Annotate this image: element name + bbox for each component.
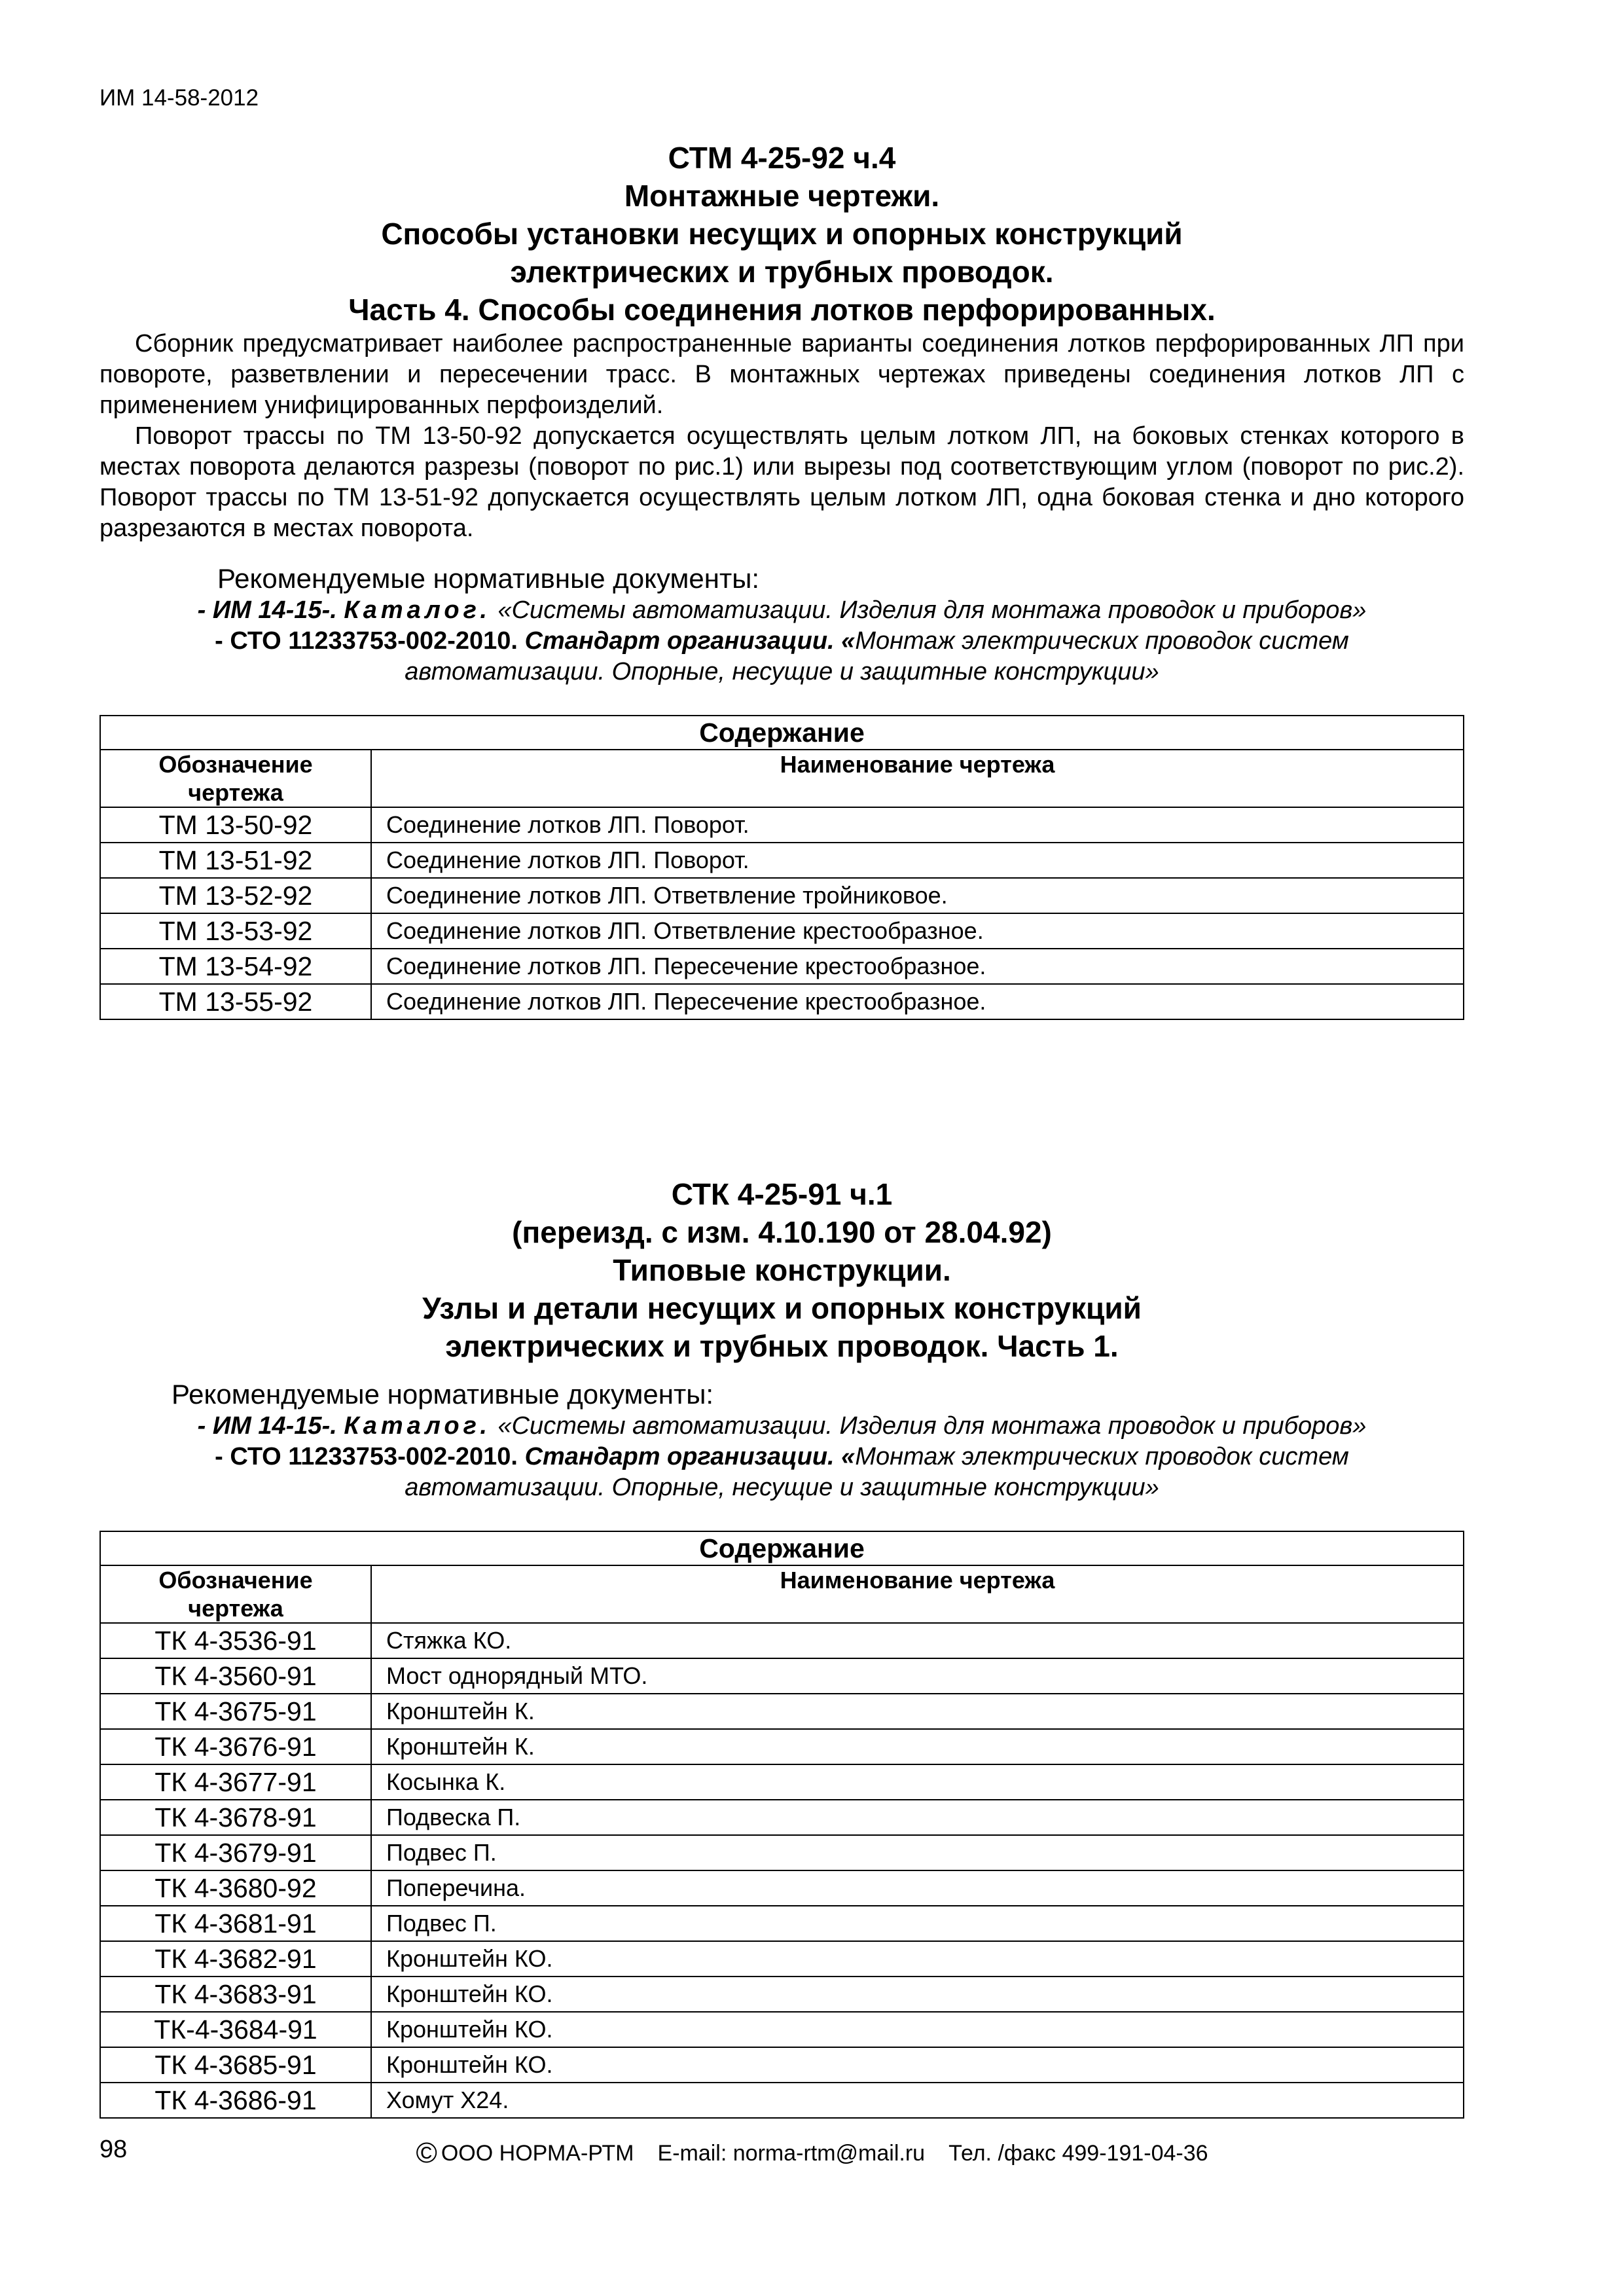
drawing-code-cell: ТК 4-3560-91 [100, 1658, 371, 1694]
drawing-code-cell: ТМ 13-53-92 [100, 913, 371, 949]
table-row [100, 1800, 1464, 1835]
body-paragraph: Поворот трассы по ТМ 13-50-92 допускается осуществлять целым лотком ЛП, на боковых стенках которого в местах поворота делаются разрезы (поворот по рис.1) или вырезы под соответствующим углом (поворот по рис.2). Поворот трассы по ТМ 13-51-92 допускается осуществлять целым лотком ЛП, одна боковая стенка и дно которого разрезаются в местах поворота. [99, 422, 1464, 542]
copyright-symbol: © [416, 2137, 437, 2169]
section-title-line: Часть 4. Способы соединения лотков перфорированных. [348, 293, 1216, 327]
section-title-line: Монтажные чертежи. [624, 179, 940, 213]
table-row [100, 1658, 1464, 1694]
drawing-code-cell: ТК 4-3680-92 [100, 1870, 371, 1906]
section-title-line: Узлы и детали несущих и опорных конструкций [422, 1291, 1142, 1325]
table-row [100, 984, 1464, 1019]
document-code: ИМ 14-58-2012 [99, 85, 259, 111]
table-row [100, 1694, 1464, 1729]
drawing-code-cell: ТК 4-3685-91 [100, 2047, 371, 2083]
drawing-code-cell: ТК 4-3681-91 [100, 1906, 371, 1941]
drawing-name-cell: Соединение лотков ЛП. Пересечение крестообразное. [371, 949, 1464, 984]
table-row [100, 1729, 1464, 1764]
table-row [100, 1764, 1464, 1800]
table-row [100, 1870, 1464, 1906]
drawing-code-cell: ТК 4-3675-91 [100, 1694, 371, 1729]
drawing-code-cell: ТК 4-3536-91 [100, 1623, 371, 1658]
drawing-name-cell: Соединение лотков ЛП. Поворот. [371, 843, 1464, 878]
drawing-name-cell: Кронштейн КО. [371, 2047, 1464, 2083]
section-title-line: Способы установки несущих и опорных конструкций [381, 217, 1183, 251]
drawing-code-cell: ТК 4-3676-91 [100, 1729, 371, 1764]
table-row [100, 1835, 1464, 1870]
table-row [100, 2083, 1464, 2118]
drawing-name-cell: Кронштейн К. [371, 1694, 1464, 1729]
drawing-name-cell: Соединение лотков ЛП. Пересечение крестообразное. [371, 984, 1464, 1019]
footer-email: E-mail: norma-rtm@mail.ru [657, 2141, 926, 2166]
section-title-line: электрических и трубных проводок. [510, 255, 1054, 289]
drawing-code-cell: ТМ 13-51-92 [100, 843, 371, 878]
page-footer [0, 2137, 1624, 2170]
drawing-code-cell: ТК 4-3682-91 [100, 1941, 371, 1977]
section-title-line: Типовые конструкции. [613, 1253, 951, 1287]
section-title-line: (переизд. с изм. 4.10.190 от 28.04.92) [512, 1215, 1052, 1249]
table-row [100, 2047, 1464, 2083]
footer-phone: Тел. /факс 499-191-04-36 [948, 2141, 1208, 2166]
drawing-name-cell: Поперечина. [371, 1870, 1464, 1906]
drawing-name-cell: Соединение лотков ЛП. Ответвление тройниковое. [371, 878, 1464, 913]
drawing-name-cell: Кронштейн КО. [371, 1977, 1464, 2012]
recommended-doc-item: - СТО 11233753-002-2010. Стандарт организации. «Монтаж электрических проводок систем [215, 1443, 1349, 1470]
table-row [100, 1941, 1464, 1977]
recommended-doc-item-continued: автоматизации. Опорные, несущие и защитные конструкции» [405, 1474, 1159, 1501]
contents-table [99, 1531, 1464, 2119]
drawing-name-cell: Кронштейн КО. [371, 2012, 1464, 2047]
drawing-name-cell: Стяжка КО. [371, 1623, 1464, 1658]
drawing-code-cell: ТК 4-3679-91 [100, 1835, 371, 1870]
drawing-code-cell: ТК 4-3683-91 [100, 1977, 371, 2012]
table-row [100, 1906, 1464, 1941]
drawing-name-cell: Соединение лотков ЛП. Ответвление крестообразное. [371, 913, 1464, 949]
table-caption: Содержание [100, 1531, 1464, 1565]
drawing-code-cell: ТМ 13-55-92 [100, 984, 371, 1019]
drawing-name-cell: Подвес П. [371, 1835, 1464, 1870]
table-row [100, 913, 1464, 949]
table-row [100, 807, 1464, 843]
table-row [100, 949, 1464, 984]
column-header-name: Наименование чертежа [371, 1565, 1464, 1623]
table-row [100, 843, 1464, 878]
drawing-name-cell: Подвеска П. [371, 1800, 1464, 1835]
drawing-name-cell: Соединение лотков ЛП. Поворот. [371, 807, 1464, 843]
drawing-code-cell: ТК-4-3684-91 [100, 2012, 371, 2047]
table-row [100, 2012, 1464, 2047]
section-stk-4-25-91 [99, 1175, 1464, 2119]
table-row [100, 878, 1464, 913]
recommended-docs-heading: Рекомендуемые нормативные документы: [217, 563, 760, 594]
section-title-line: СТК 4-25-91 ч.1 [671, 1177, 893, 1211]
recommended-doc-item: - СТО 11233753-002-2010. Стандарт организации. «Монтаж электрических проводок систем [215, 627, 1349, 655]
recommended-docs-heading: Рекомендуемые нормативные документы: [171, 1379, 714, 1410]
drawing-name-cell: Подвес П. [371, 1906, 1464, 1941]
drawing-name-cell: Мост однорядный МТО. [371, 1658, 1464, 1694]
page-number: 98 [99, 2136, 128, 2163]
drawing-name-cell: Кронштейн КО. [371, 1941, 1464, 1977]
drawing-code-cell: ТК 4-3686-91 [100, 2083, 371, 2118]
section-stm-4-25-92 [99, 139, 1464, 1020]
drawing-code-cell: ТМ 13-50-92 [100, 807, 371, 843]
recommended-doc-item-continued: автоматизации. Опорные, несущие и защитные конструкции» [405, 658, 1159, 685]
column-header-name: Наименование чертежа [371, 750, 1464, 807]
drawing-code-cell: ТК 4-3678-91 [100, 1800, 371, 1835]
recommended-doc-item: - ИМ 14-15-. Каталог. «Системы автоматизации. Изделия для монтажа проводок и приборов» [197, 596, 1367, 624]
section-title-line: электрических и трубных проводок. Часть 1. [445, 1329, 1119, 1363]
footer-org: ООО НОРМА-РТМ [441, 2141, 634, 2166]
drawing-code-cell: ТМ 13-54-92 [100, 949, 371, 984]
drawing-code-cell: ТМ 13-52-92 [100, 878, 371, 913]
body-paragraph: Сборник предусматривает наиболее распространенные варианты соединения лотков перфорированных ЛП при повороте, разветвлении и пересечении трасс. В монтажных чертежах приведены соединения лотков ЛП с применением унифицированных перфоизделий. [99, 330, 1464, 419]
column-header-code: Обозначение чертежа [100, 1565, 371, 1623]
column-header-code: Обозначение чертежа [100, 750, 371, 807]
drawing-code-cell: ТК 4-3677-91 [100, 1764, 371, 1800]
section-title-line: СТМ 4-25-92 ч.4 [668, 141, 896, 175]
table-row [100, 1977, 1464, 2012]
table-caption: Содержание [100, 716, 1464, 750]
drawing-name-cell: Косынка К. [371, 1764, 1464, 1800]
drawing-name-cell: Кронштейн К. [371, 1729, 1464, 1764]
drawing-name-cell: Хомут Х24. [371, 2083, 1464, 2118]
contents-table [99, 715, 1464, 1020]
table-row [100, 1623, 1464, 1658]
recommended-doc-item: - ИМ 14-15-. Каталог. «Системы автоматизации. Изделия для монтажа проводок и приборов» [197, 1412, 1367, 1440]
